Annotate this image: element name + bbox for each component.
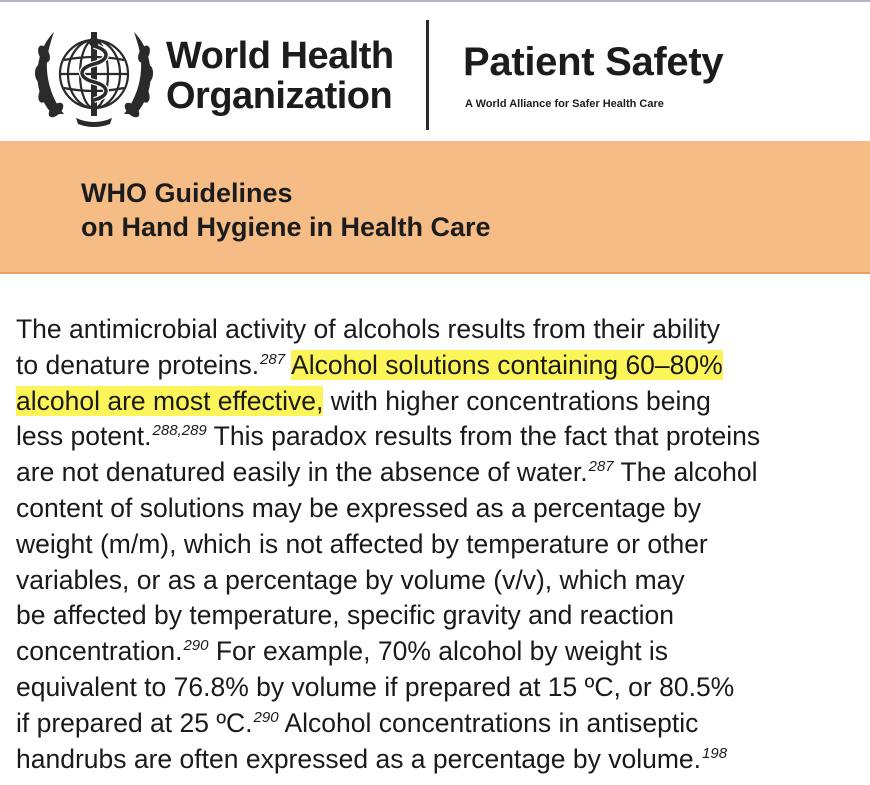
body-text-segment: concentration. <box>16 636 183 667</box>
body-line <box>16 706 866 742</box>
body-line <box>16 670 866 706</box>
patient-safety-title: Patient Safety <box>463 40 724 84</box>
highlighted-text: Alcohol solutions containing 60–80% <box>291 349 723 380</box>
body-line <box>16 312 866 348</box>
banner-title <box>81 176 491 244</box>
body-line <box>16 563 866 599</box>
who-emblem-icon <box>30 20 158 128</box>
citation-reference: 288,289 <box>152 422 207 440</box>
body-line <box>16 491 866 527</box>
body-text-segment: be affected by temperature, specific gravity and reaction <box>16 600 674 631</box>
body-line <box>16 742 866 778</box>
citation-reference: 287 <box>260 350 286 368</box>
body-paragraph <box>16 312 866 777</box>
citation-reference: 287 <box>588 458 614 476</box>
banner-title-line2: on Hand Hygiene in Health Care <box>81 212 491 242</box>
body-text-segment: This paradox results from the fact that proteins <box>206 421 761 452</box>
org-name-line1: World Health <box>166 35 394 77</box>
body-text-segment: Alcohol concentrations in antiseptic <box>278 707 699 738</box>
body-line <box>16 384 866 420</box>
body-text-segment: content of solutions may be expressed as a percentage by <box>16 492 702 523</box>
header-divider <box>426 20 429 130</box>
body-line <box>16 419 866 455</box>
org-name-line2: Organization <box>166 75 393 117</box>
body-text-segment: are not denatured easily in the absence of water. <box>16 457 588 488</box>
body-text-segment: handrubs are often expressed as a percentage by volume. <box>16 743 702 774</box>
highlighted-text: alcohol are most effective, <box>16 385 324 416</box>
body-line <box>16 455 866 491</box>
banner-title-line1: WHO Guidelines <box>81 178 293 208</box>
body-text-segment: For example, 70% alcohol by weight is <box>208 636 669 667</box>
patient-safety-subtitle: A World Alliance for Safer Health Care <box>465 98 664 110</box>
body-text-segment: The alcohol <box>613 457 758 488</box>
body-text-segment: to denature proteins. <box>16 349 260 380</box>
citation-reference: 198 <box>702 744 728 762</box>
body-text-segment: if prepared at 25 ºC. <box>16 707 253 738</box>
page-header <box>0 2 870 140</box>
body-text-segment: equivalent to 76.8% by volume if prepared at 15 ºC, or 80.5% <box>16 671 735 702</box>
citation-reference: 290 <box>183 637 209 655</box>
body-text-segment: with higher concentrations being <box>323 385 711 416</box>
who-wordmark <box>166 36 394 116</box>
guidelines-banner <box>0 141 870 274</box>
body-line <box>16 598 866 634</box>
body-line <box>16 527 866 563</box>
citation-reference: 290 <box>253 708 279 726</box>
body-text-segment: variables, or as a percentage by volume (v/v), which may <box>16 564 685 595</box>
body-line <box>16 634 866 670</box>
body-text-segment: weight (m/m), which is not affected by temperature or other <box>16 528 708 559</box>
body-text-segment: less potent. <box>16 421 152 452</box>
body-line <box>16 348 866 384</box>
body-text-segment: The antimicrobial activity of alcohols results from their ability <box>16 314 720 344</box>
